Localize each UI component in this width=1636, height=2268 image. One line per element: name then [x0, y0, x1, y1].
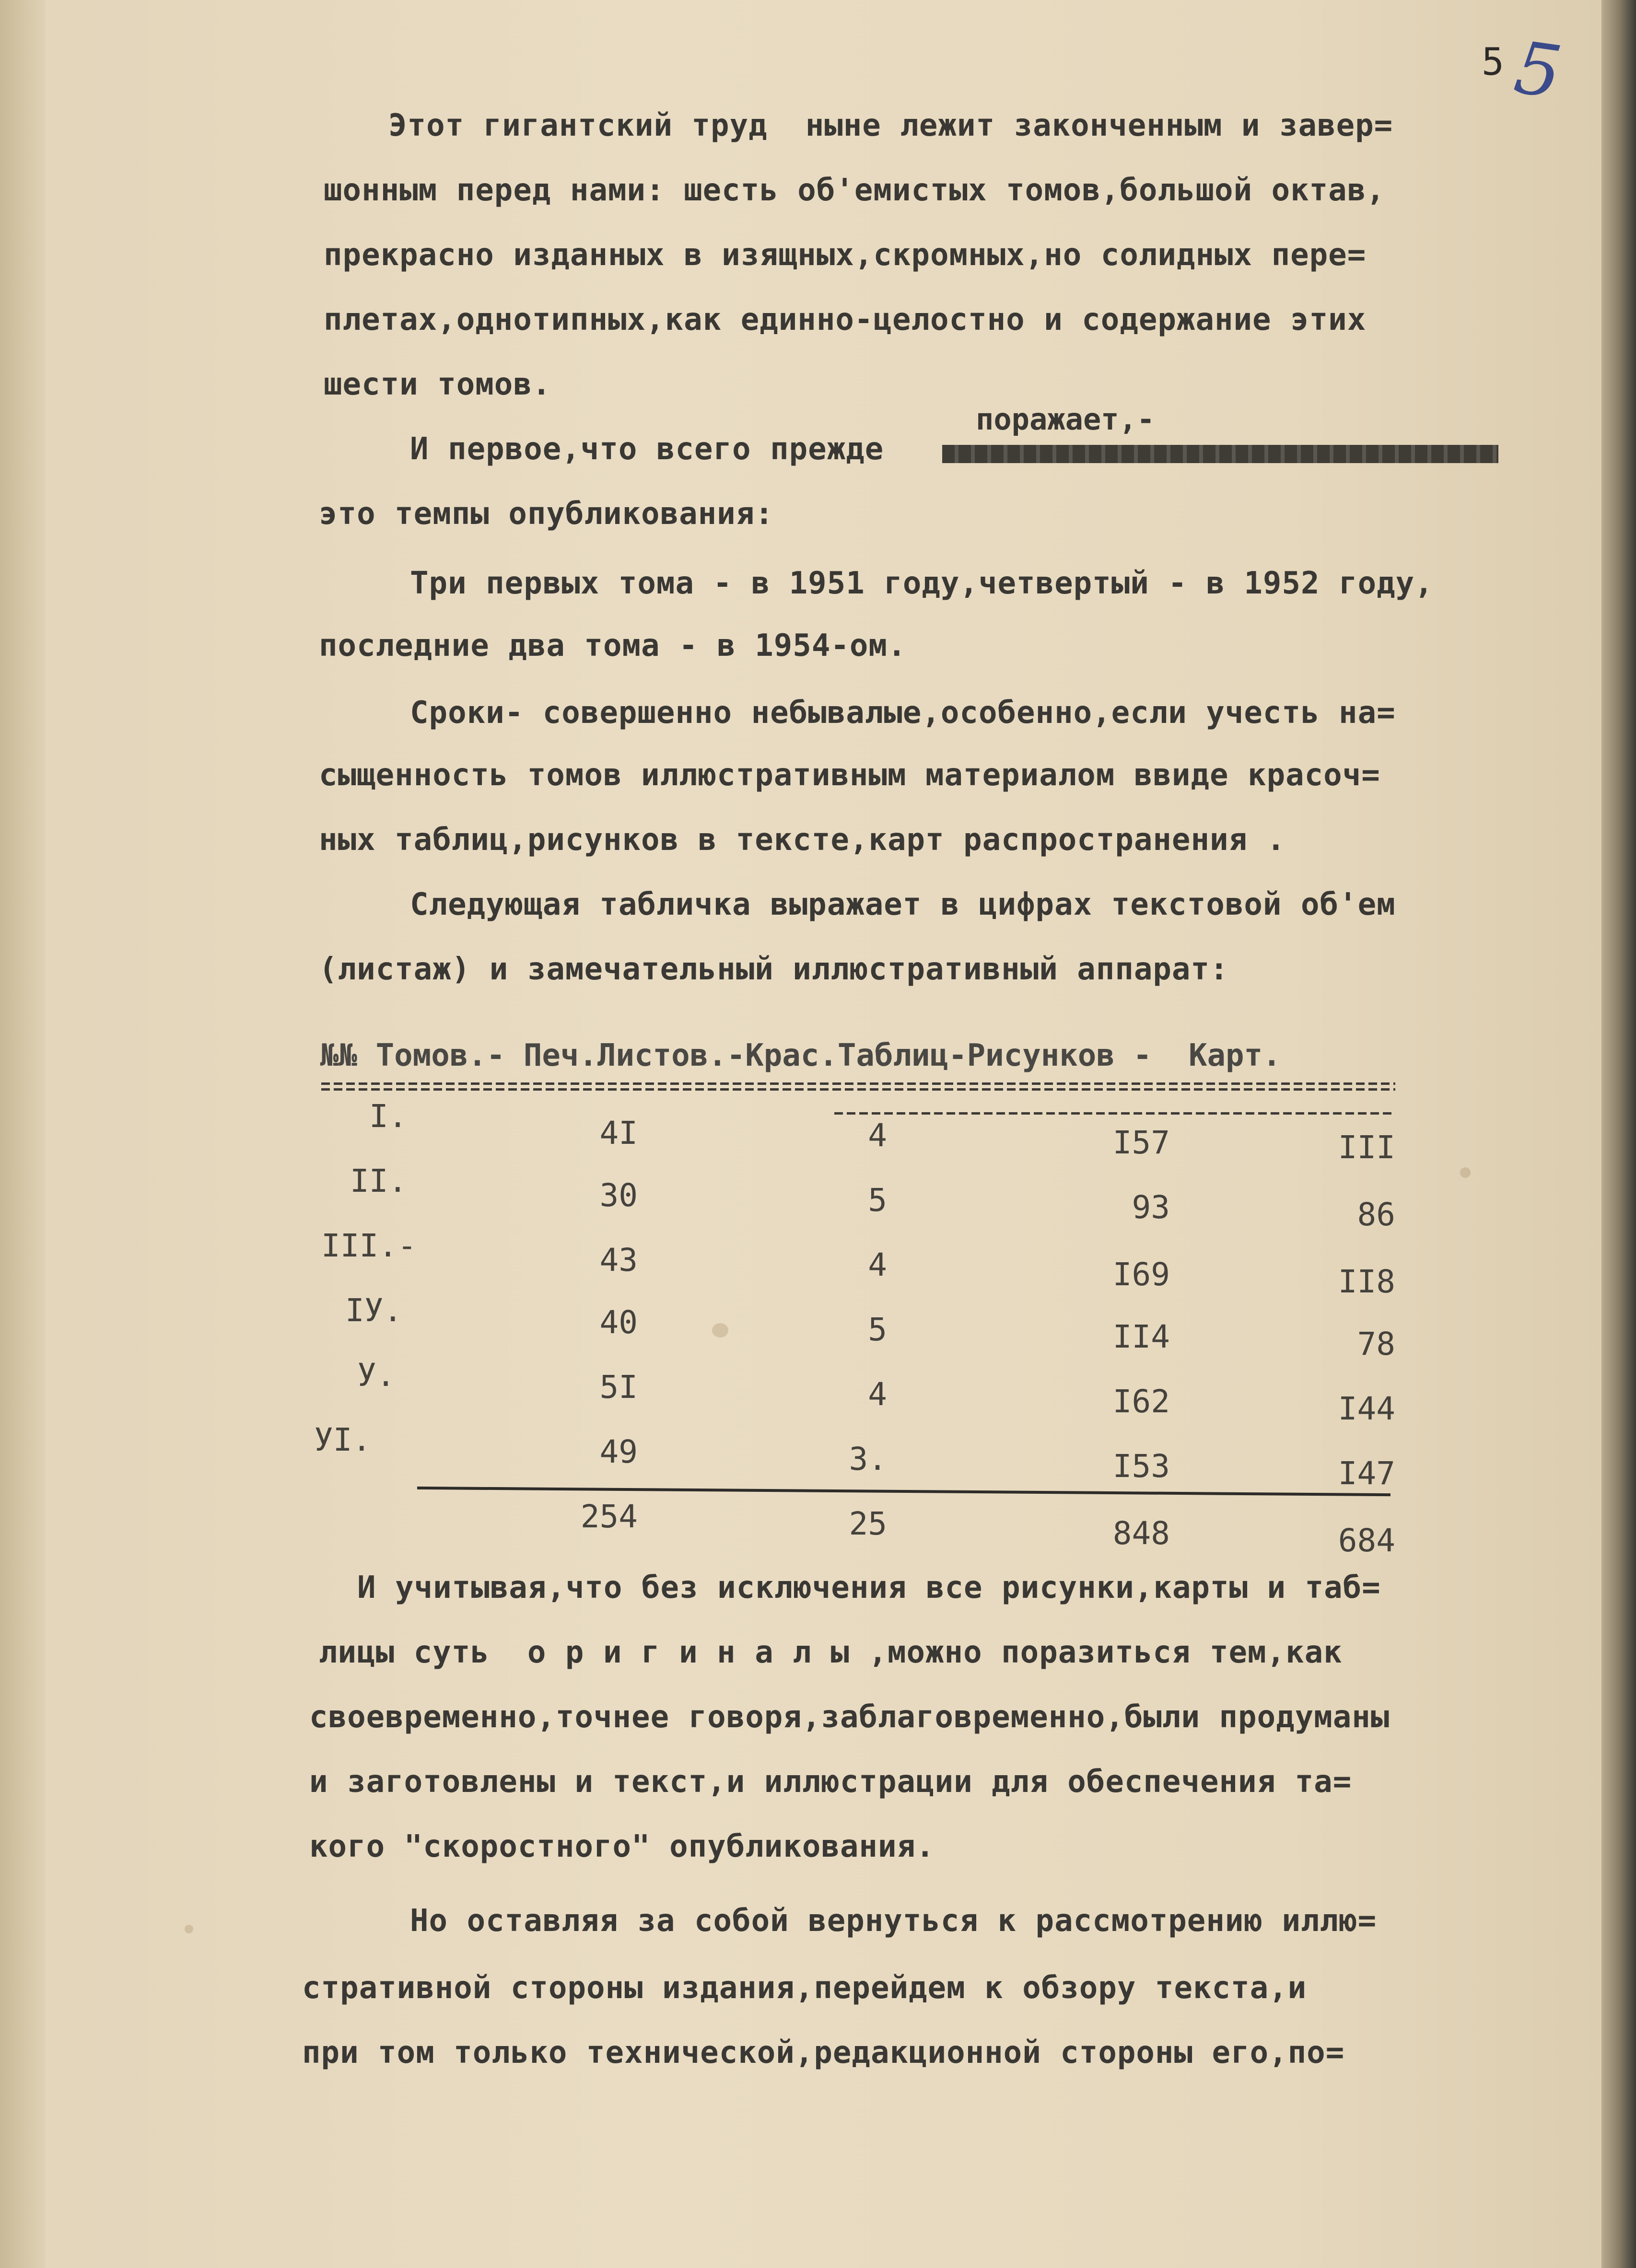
text-line: стративной стороны издания,перейдем к обзору текста,и	[302, 1970, 1307, 2006]
total-tablic: 25	[849, 1505, 887, 1542]
text-line: кого "скоростного" опубликования.	[309, 1829, 935, 1864]
cell-tom: IУ.	[345, 1292, 403, 1329]
table-header: №№ Томов.- Печ.Листов.-Крас.Таблиц-Рисунков - Карт.	[320, 1038, 1281, 1073]
text-line: плетах,однотипных,как единно-целостно и содержание этих	[324, 302, 1367, 337]
cell-kart: I44	[1338, 1390, 1395, 1427]
text-line: Сроки- совершенно небывалые,особенно,если учесть на=	[410, 695, 1396, 731]
cell-listov: 30	[599, 1177, 638, 1214]
total-risunkov: 848	[1112, 1515, 1170, 1552]
text-line: лицы суть о р и г и н а л ы ,можно поразиться тем,как	[319, 1635, 1343, 1670]
cell-listov: 49	[599, 1433, 638, 1470]
text-line: Следующая табличка выражает в цифрах текстовой об'ем	[410, 887, 1396, 922]
inserted-word: поражает,-	[976, 402, 1155, 437]
paper-stain	[1460, 1167, 1471, 1178]
cell-listov: 5I	[599, 1369, 638, 1406]
cell-listov: 43	[599, 1242, 638, 1279]
page-edge	[1601, 0, 1636, 2268]
table-header-rule	[321, 1088, 1395, 1091]
cell-tablic: 4	[868, 1376, 887, 1413]
table-header-rule	[321, 1082, 1395, 1085]
cell-tom: II.	[350, 1163, 408, 1199]
text-line: прекрасно изданных в изящных,скромных,но солидных пере=	[324, 237, 1367, 273]
cell-risunkov: I57	[1112, 1124, 1170, 1161]
cell-tom: III.-	[321, 1227, 417, 1264]
text-line: своевременно,точнее говоря,заблаговременно,были продуманы	[309, 1699, 1390, 1735]
text-line: сыщенность томов иллюстративным материалом ввиде красоч=	[319, 757, 1380, 793]
page-number: 5	[1482, 41, 1504, 84]
table-header-rule	[834, 1112, 1395, 1115]
text-line: при том только технической,редакционной стороны его,по=	[302, 2035, 1345, 2070]
total-kart: 684	[1338, 1522, 1395, 1559]
text-line: и заготовлены и текст,и иллюстрации для обеспечения та=	[309, 1764, 1352, 1800]
cell-tablic: 4	[868, 1246, 887, 1283]
page-binding-shadow	[0, 0, 46, 2268]
text-line: (листаж) и замечательный иллюстративный аппарат:	[319, 952, 1229, 987]
cell-tom: У.	[357, 1357, 396, 1394]
cell-tablic: 4	[868, 1117, 887, 1154]
text-line: шести томов.	[324, 367, 551, 402]
cell-listov: 4I	[599, 1115, 638, 1151]
cell-kart: I47	[1338, 1455, 1395, 1492]
paper-stain	[712, 1323, 728, 1338]
cell-kart: 78	[1357, 1326, 1395, 1362]
cell-kart: II8	[1338, 1263, 1395, 1300]
cell-listov: 40	[599, 1304, 638, 1341]
cell-tablic: 5	[868, 1311, 887, 1348]
cell-risunkov: I69	[1112, 1256, 1170, 1293]
cell-risunkov: II4	[1112, 1318, 1170, 1355]
cell-tablic: 3.	[849, 1441, 887, 1477]
text-line: Но оставляя за собой вернуться к рассмотрению иллю=	[410, 1903, 1377, 1939]
cell-risunkov: I62	[1112, 1383, 1170, 1420]
cell-tom: УI.	[314, 1421, 372, 1458]
paper-stain	[185, 1925, 193, 1933]
cell-kart: 86	[1357, 1196, 1395, 1233]
text-line: ных таблиц,рисунков в тексте,карт распространения .	[319, 822, 1286, 858]
text-line: последние два тома - в 1954-ом.	[319, 628, 907, 663]
text-line: Этот гигантский труд ныне лежит законченным и завер=	[388, 108, 1393, 143]
text-line: это темпы опубликования:	[319, 496, 774, 532]
text-line: И первое,что всего прежде	[410, 431, 884, 467]
cell-risunkov: I53	[1112, 1448, 1170, 1485]
handwritten-page-number: 5	[1509, 26, 1567, 115]
cell-risunkov: 93	[1132, 1189, 1170, 1226]
cell-tom: I.	[369, 1098, 408, 1135]
table-total-rule	[417, 1487, 1391, 1496]
text-line: шонным перед нами: шесть об'емистых томов,большой октав,	[324, 173, 1385, 208]
cell-kart: III	[1338, 1129, 1395, 1166]
text-line: И учитывая,что без исключения все рисунки,карты и таб=	[357, 1570, 1381, 1605]
strikethrough-text	[942, 445, 1498, 463]
cell-tablic: 5	[868, 1182, 887, 1219]
total-listov: 254	[580, 1498, 638, 1535]
text-line: Три первых тома - в 1951 году,четвертый - в 1952 году,	[410, 566, 1434, 601]
